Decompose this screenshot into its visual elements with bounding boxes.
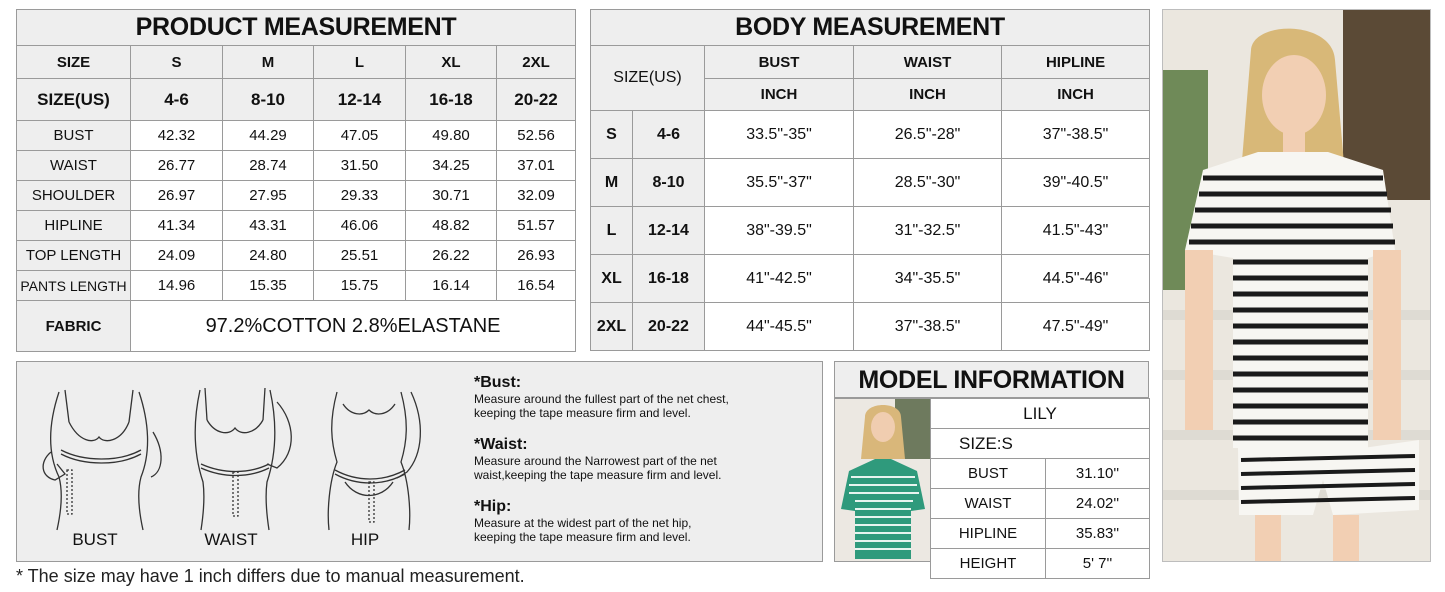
table-cell: 26.93: [497, 241, 576, 271]
table-cell: 24.09: [131, 241, 223, 271]
table-cell: 27.95: [223, 181, 314, 211]
instruction-text: keeping the tape measure firm and level.: [474, 406, 691, 420]
waist-figure-illustration: [165, 382, 305, 532]
table-cell: 51.57: [497, 211, 576, 241]
bust-instruction: [474, 374, 814, 420]
waist-figure-label: WAIST: [204, 530, 258, 549]
size-cell: XL: [406, 46, 497, 79]
product-photo: [1162, 9, 1431, 562]
table-cell: 31.50: [314, 151, 406, 181]
size-us-header: SIZE(US): [17, 79, 131, 121]
bust-cell: 38"-39.5": [705, 207, 854, 255]
table-cell: 42.32: [131, 121, 223, 151]
hipline-cell: 44.5"-46": [1002, 255, 1150, 303]
table-cell: 15.35: [223, 271, 314, 301]
table-cell: 49.80: [406, 121, 497, 151]
bust-cell: 41"-42.5": [705, 255, 854, 303]
model-information-title: MODEL INFORMATION: [834, 361, 1149, 398]
table-row: [17, 121, 576, 151]
table-cell: 26.97: [131, 181, 223, 211]
table-cell: 34.25: [406, 151, 497, 181]
table-row: [17, 271, 576, 301]
size-us-cell: 20-22: [633, 303, 705, 351]
waist-instruction: [474, 436, 814, 482]
table-cell: 46.06: [314, 211, 406, 241]
fabric-value: 97.2%COTTON 2.8%ELASTANE: [131, 301, 576, 352]
how-to-measure-panel: [16, 361, 823, 562]
table-cell: 26.22: [406, 241, 497, 271]
table-row: [17, 151, 576, 181]
table-row: [17, 181, 576, 211]
row-label: SHOULDER: [17, 181, 131, 211]
row-label: HIPLINE: [17, 211, 131, 241]
hip-figure-illustration: [299, 382, 439, 532]
row-label: HIPLINE: [931, 519, 1046, 549]
model-info-table: [930, 398, 1150, 579]
waist-cell: 37"-38.5": [854, 303, 1002, 351]
size-cell: L: [314, 46, 406, 79]
table-cell: 52.56: [497, 121, 576, 151]
size-cell: M: [223, 46, 314, 79]
size-us-cell: 4-6: [633, 111, 705, 159]
size-header: SIZE: [17, 46, 131, 79]
unit-header: INCH: [705, 79, 854, 111]
waist-cell: 31"-32.5": [854, 207, 1002, 255]
table-cell: 48.82: [406, 211, 497, 241]
table-row: [931, 549, 1150, 579]
bust-cell: 44"-45.5": [705, 303, 854, 351]
hipline-header: HIPLINE: [1002, 46, 1150, 79]
size-cell: M: [591, 159, 633, 207]
row-label: BUST: [931, 459, 1046, 489]
size-cell: S: [591, 111, 633, 159]
table-cell: 30.71: [406, 181, 497, 211]
table-cell: 24.80: [223, 241, 314, 271]
row-label: BUST: [17, 121, 131, 151]
table-row: [591, 111, 1150, 159]
bust-header: BUST: [705, 46, 854, 79]
hip-figure-label: HIP: [350, 530, 380, 549]
table-cell: 44.29: [223, 121, 314, 151]
size-cell: XL: [591, 255, 633, 303]
size-us-cell: 12-14: [314, 79, 406, 121]
instruction-text: Measure around the fullest part of the net chest,: [474, 392, 729, 406]
size-us-cell: 4-6: [131, 79, 223, 121]
table-cell: 25.51: [314, 241, 406, 271]
model-photo: [834, 398, 931, 562]
size-us-cell: 12-14: [633, 207, 705, 255]
instruction-title: *Waist:: [474, 436, 528, 453]
table-row: [591, 255, 1150, 303]
instruction-text: Measure at the widest part of the net hip,: [474, 516, 692, 530]
instruction-text: keeping the tape measure firm and level.: [474, 530, 691, 544]
row-label: WAIST: [17, 151, 131, 181]
size-us-cell: 8-10: [633, 159, 705, 207]
table-cell: 31.10'': [1046, 459, 1150, 489]
instruction-text: waist,keeping the tape measure firm and level.: [474, 468, 722, 482]
waist-cell: 26.5"-28": [854, 111, 1002, 159]
table-cell: 26.77: [131, 151, 223, 181]
table-row: [591, 159, 1150, 207]
model-information-panel: [834, 361, 1149, 572]
size-us-cell: 16-18: [633, 255, 705, 303]
table-row: [931, 519, 1150, 549]
row-label: TOP LENGTH: [17, 241, 131, 271]
size-cell: 2XL: [497, 46, 576, 79]
size-cell: S: [131, 46, 223, 79]
row-label: WAIST: [931, 489, 1046, 519]
table-cell: 16.14: [406, 271, 497, 301]
table-cell: 47.05: [314, 121, 406, 151]
waist-header: WAIST: [854, 46, 1002, 79]
table-cell: 41.34: [131, 211, 223, 241]
row-label: HEIGHT: [931, 549, 1046, 579]
product-measurement-table: [16, 9, 576, 352]
bust-cell: 35.5"-37": [705, 159, 854, 207]
table-cell: 24.02'': [1046, 489, 1150, 519]
size-cell: L: [591, 207, 633, 255]
table-row: [591, 303, 1150, 351]
bust-figure-illustration: [29, 382, 169, 532]
model-name: LILY: [931, 399, 1150, 429]
hipline-cell: 39"-40.5": [1002, 159, 1150, 207]
table-cell: 29.33: [314, 181, 406, 211]
product-measurement-title: PRODUCT MEASUREMENT: [17, 10, 576, 46]
table-row: [17, 211, 576, 241]
size-us-cell: 8-10: [223, 79, 314, 121]
row-label: PANTS LENGTH: [17, 271, 131, 301]
fabric-label: FABRIC: [17, 301, 131, 352]
table-row: [17, 241, 576, 271]
table-cell: 5' 7'': [1046, 549, 1150, 579]
size-us-cell: 20-22: [497, 79, 576, 121]
waist-cell: 34"-35.5": [854, 255, 1002, 303]
waist-cell: 28.5"-30": [854, 159, 1002, 207]
footnote: * The size may have 1 inch differs due to manual measurement.: [16, 566, 525, 586]
body-measurement-table: [590, 9, 1150, 351]
table-cell: 32.09: [497, 181, 576, 211]
hip-instruction: [474, 498, 814, 544]
unit-header: INCH: [1002, 79, 1150, 111]
model-size: SIZE:S: [931, 429, 1150, 459]
table-cell: 16.54: [497, 271, 576, 301]
body-measurement-title: BODY MEASUREMENT: [591, 10, 1150, 46]
unit-header: INCH: [854, 79, 1002, 111]
hipline-cell: 41.5"-43": [1002, 207, 1150, 255]
bust-cell: 33.5"-35": [705, 111, 854, 159]
size-us-cell: 16-18: [406, 79, 497, 121]
table-cell: 43.31: [223, 211, 314, 241]
hipline-cell: 47.5"-49": [1002, 303, 1150, 351]
table-cell: 15.75: [314, 271, 406, 301]
table-row: [931, 489, 1150, 519]
table-cell: 35.83'': [1046, 519, 1150, 549]
table-cell: 28.74: [223, 151, 314, 181]
size-us-header: SIZE(US): [591, 46, 705, 111]
table-cell: 37.01: [497, 151, 576, 181]
bust-figure-label: BUST: [72, 530, 118, 549]
instruction-title: *Hip:: [474, 498, 512, 515]
hipline-cell: 37"-38.5": [1002, 111, 1150, 159]
size-cell: 2XL: [591, 303, 633, 351]
instruction-text: Measure around the Narrowest part of the net: [474, 454, 717, 468]
table-cell: 14.96: [131, 271, 223, 301]
table-row: [591, 207, 1150, 255]
table-row: [931, 459, 1150, 489]
instruction-title: *Bust:: [474, 374, 522, 391]
